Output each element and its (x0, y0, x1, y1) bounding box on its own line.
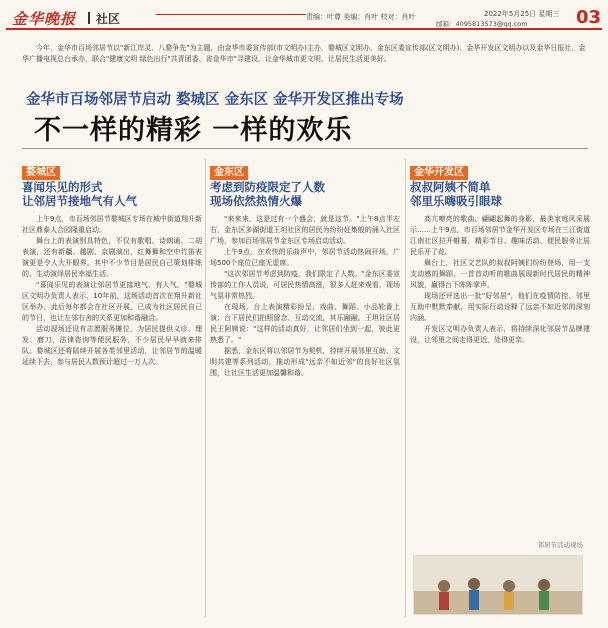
paragraph: 现场还评选出一批"好邻居"，他们在疫情防控、邻里互助中默默奉献，用实际行动诠释了远亲不如近邻的深刻内涵。 (410, 292, 590, 322)
column-headline: 让邻居节接地气有人气 (22, 194, 137, 208)
photo-placeholder (414, 556, 583, 615)
column-body (22, 214, 202, 368)
article-subtitle: 金华市百场邻居节启动 婺城区 金东区 金华开发区推出专场 (26, 92, 404, 108)
paragraph: 舞台上的表演别具特色，不仅有歌唱、诗朗诵、二胡表演，还有新疆、越剧、京剧演出，红舞舞和空中竹笛表演更是令人大开眼界。其中不少节目是居民自己策划排练的，生动演绎居民幸福生活。 (22, 237, 202, 278)
paragraph: 开发区文明办负责人表示，将持续深化邻居节品牌建设，让邻里之间走得更近、处得更亲。 (410, 325, 590, 344)
paragraph: 高亢嘹亮的歌曲、翩翩起舞的身影，最美家庭风采展示……上午9点，市百场邻居节金华开发区专场在三江街道江南社区拉开帷幕，精彩节目、趣味活动、便民服务让居民乐开了花。 (410, 215, 590, 256)
paragraph: 活动现场还设有志愿服务摊位，为居民提供义诊、理发、磨刀、法律咨询等便民服务，不少居民早早就来排队。婺城区还将陆续开展各类邻里活动，让邻居节的温暖延续下去，参与居民人数预计超过一万人次。 (22, 325, 202, 366)
paragraph: "这次邻居节考虑到防疫，我们限定了人数。"金东区委宣传部的工作人员说，可居民热情高涨，很多人赶来观看，现场气氛非常热烈。 (210, 270, 400, 300)
column-headline: 考虑到防疫限定了人数 (210, 180, 325, 194)
paragraph: "喜闻乐见的表演让邻居节更接地气、有人气。"婺城区文明办负责人表示，10年前，这场活动首次在翔升新社区举办，此后每年都会在社区开展，已成为社区居民自己的节日，也让左邻右舍的关系更加和谐融洽。 (22, 281, 202, 322)
column-headline: 叔叔阿姨不简单 (410, 180, 491, 194)
paragraph: 上午9点，在欢快的乐曲声中，邻居节活动热闹开场，广场500个座位已座无虚席。 (210, 248, 400, 267)
editors-credit: 责编：叶尊 美编：肖叶 校对：肖叶 (306, 13, 416, 21)
district-tag: 金东区 (210, 166, 248, 180)
title-divider (22, 148, 588, 149)
column-divider (405, 158, 406, 618)
column-development-zone (410, 160, 590, 346)
column-body (410, 214, 590, 346)
paragraph: 据悉，金东区将以邻居节为契机，持续开展邻里互助、文明共建等系列活动，推动形成"远亲不如近邻"的良好社区氛围，让社区生活更加温馨和谐。 (210, 347, 400, 377)
article-title: 不一样的精彩 一样的欢乐 (34, 115, 353, 146)
column-wucheng (22, 160, 202, 368)
page-header (6, 6, 602, 30)
column-headline: 邻里乐嗨吸引眼球 (410, 194, 502, 208)
page-number: 03 (576, 7, 602, 28)
column-headline: 喜闻乐见的形式 (22, 180, 103, 194)
paragraph: 上午9点，市百场邻居节婺城区专场在城中街道翔升新社区鼎泰人合园隆重启动。 (22, 215, 202, 234)
masthead-logo: 金华晚报 (12, 10, 77, 28)
column-body (210, 214, 400, 379)
photo-caption: 邻居节活动现场 (537, 541, 583, 549)
lead-paragraph: 今年，金华市百场邻居节以"新江岸灵、八婺争先"为主题，由金华市委宣传部(市文明办)主办，婺城区文明办、金东区委宣传部(区文明办)、金华开发区文明办以及金华日报社、金华广播电视总台承办，联合"健康文明 绿色出行"共青团委、省金华市"寻建设、让金华城市更文明，让居民生活更美好。 (22, 44, 586, 63)
event-photo (413, 555, 583, 615)
column-headline: 现场依然热情火爆 (210, 194, 302, 208)
masthead-line (156, 14, 306, 15)
paragraph: "来来来，这是过有一个盛会，就是这节。"上午8点半左右，金东区多湖街道王坦社区的居民为纷纷赶集般的涌入社区广场，参加百场邻居节金东区专场启动活动。 (210, 215, 400, 245)
divider (88, 12, 90, 24)
column-jindong (210, 160, 400, 379)
column-divider (205, 158, 206, 618)
paragraph: 舞台上，社区文艺队的叔叔阿姨们纷纷登场，用一支支动感的舞蹈、一首首动听的歌曲展现新时代居民的精神风貌，赢得台下阵阵掌声。 (410, 259, 590, 289)
section-name: 社区 (96, 12, 121, 26)
issue-date: 2022年5月25日 星期三 (484, 10, 560, 18)
district-tag: 婺城区 (22, 166, 60, 180)
district-tag: 金华开发区 (410, 166, 468, 180)
contact-email: 邮箱：4095813573@qq.com (436, 20, 528, 28)
paragraph: 在现场，台上表演精彩纷呈，戏曲、舞蹈、小品轮番上演；台下居民们拍照留念、互动交流，其乐融融。王坦社区居民王阿姨说："这样的活动真好，让邻居们坐到一起，彼此更熟悉了。" (210, 303, 400, 344)
